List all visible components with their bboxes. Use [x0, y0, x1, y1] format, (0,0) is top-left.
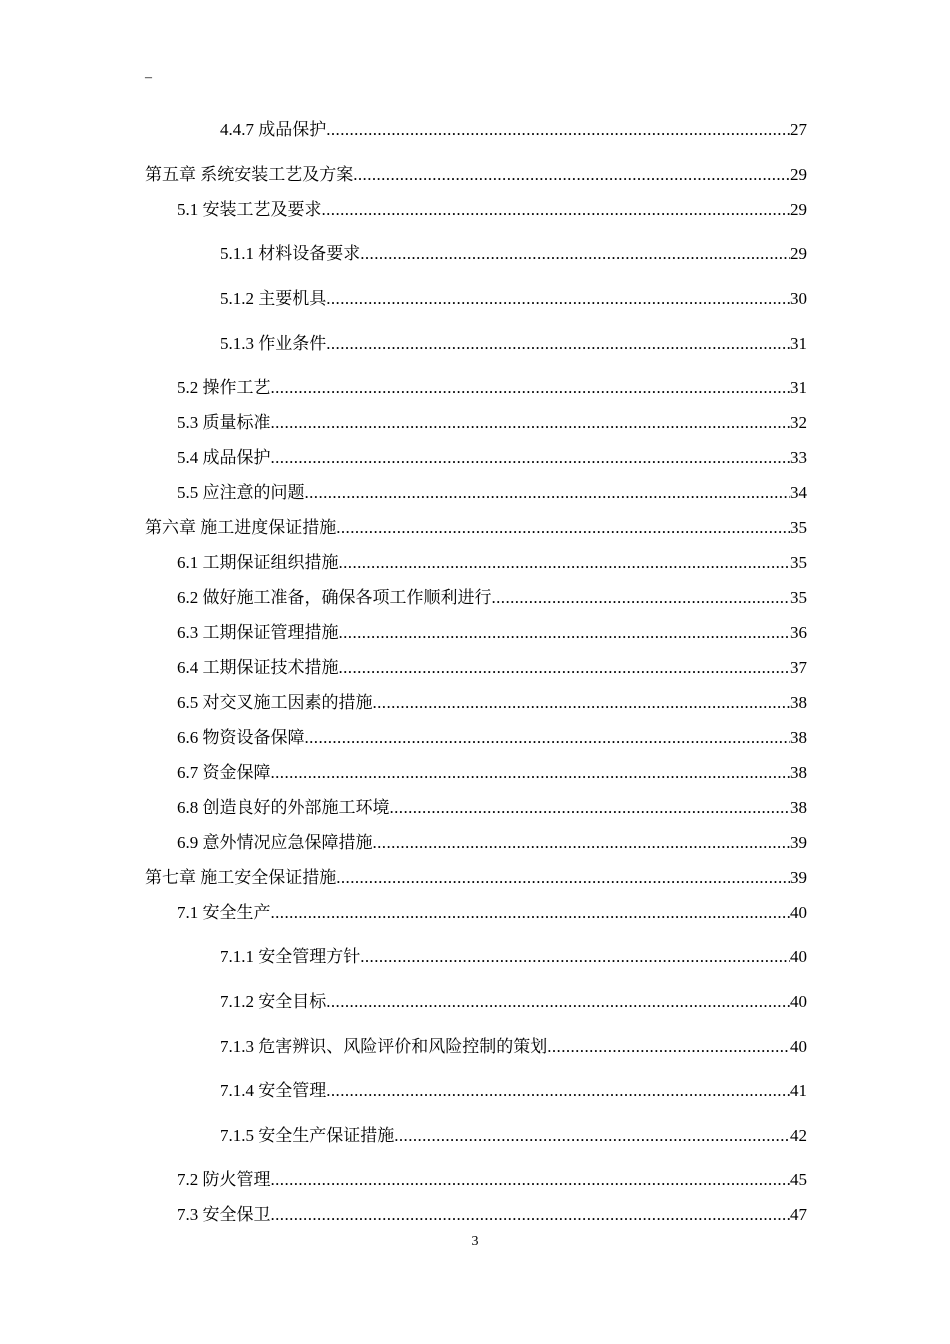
toc-entry-page: 39 — [790, 868, 807, 887]
toc-entry[interactable] — [177, 758, 807, 784]
toc-entry[interactable] — [177, 1165, 807, 1191]
toc-entry[interactable] — [220, 115, 807, 141]
toc-entry-title: 第六章 施工进度保证措施 — [145, 518, 337, 537]
toc-entry-title: 5.5 应注意的问题 — [177, 483, 305, 502]
toc-entry-page: 35 — [790, 518, 807, 537]
toc-entry-title: 5.1.1 材料设备要求 — [220, 244, 361, 263]
toc-entry-page: 35 — [790, 553, 807, 572]
toc-dot-leader — [326, 288, 790, 310]
toc-dot-leader — [271, 412, 791, 434]
toc-dot-leader — [271, 447, 791, 469]
toc-entry-title: 6.6 物资设备保障 — [177, 728, 305, 747]
toc-entry-title: 7.2 防火管理 — [177, 1170, 271, 1189]
toc-dot-leader — [271, 377, 791, 399]
toc-entry[interactable] — [177, 443, 807, 469]
toc-entry[interactable] — [177, 548, 807, 574]
toc-entry[interactable] — [220, 942, 807, 968]
toc-entry[interactable] — [145, 160, 807, 186]
toc-entry[interactable] — [177, 653, 807, 679]
toc-entry[interactable] — [177, 583, 807, 609]
toc-entry-page: 33 — [790, 448, 807, 467]
toc-dot-leader — [305, 727, 791, 749]
toc-dot-leader — [339, 622, 791, 644]
toc-dot-leader — [326, 991, 790, 1013]
toc-dot-leader — [390, 797, 791, 819]
toc-entry-title: 5.2 操作工艺 — [177, 378, 271, 397]
toc-entry-page: 31 — [790, 378, 807, 397]
toc-entry-page: 41 — [790, 1081, 807, 1100]
toc-entry-page: 35 — [790, 588, 807, 607]
toc-entry[interactable] — [177, 373, 807, 399]
toc-entry-title: 6.1 工期保证组织措施 — [177, 553, 339, 572]
toc-entry[interactable] — [177, 618, 807, 644]
toc-entry-page: 37 — [790, 658, 807, 677]
toc-entry[interactable] — [177, 793, 807, 819]
toc-dot-leader — [339, 552, 791, 574]
toc-entry-page: 34 — [790, 483, 807, 502]
toc-dot-leader — [336, 867, 790, 889]
toc-entry-title: 7.1.5 安全生产保证措施 — [220, 1126, 395, 1145]
toc-entry-page: 38 — [790, 798, 807, 817]
toc-entry-page: 40 — [790, 1037, 807, 1056]
toc-entry-page: 30 — [790, 289, 807, 308]
toc-entry[interactable] — [145, 863, 807, 889]
toc-dot-leader — [271, 902, 791, 924]
toc-entry-title: 7.1.1 安全管理方针 — [220, 947, 361, 966]
toc-entry[interactable] — [220, 987, 807, 1013]
toc-dot-leader — [271, 762, 791, 784]
toc-dot-leader — [373, 832, 791, 854]
toc-entry-title: 5.4 成品保护 — [177, 448, 271, 467]
toc-entry-title: 7.1.2 安全目标 — [220, 992, 327, 1011]
toc-entry[interactable] — [177, 1200, 807, 1226]
toc-entry-title: 7.1.3 危害辨识、风险评价和风险控制的策划 — [220, 1037, 548, 1056]
toc-entry[interactable] — [177, 688, 807, 714]
toc-entry-page: 40 — [790, 903, 807, 922]
toc-dot-leader — [326, 1080, 790, 1102]
toc-entry-page: 47 — [790, 1205, 807, 1224]
toc-dot-leader — [326, 333, 790, 355]
toc-entry[interactable] — [177, 478, 807, 504]
toc-entry-title: 6.2 做好施工准备，确保各项工作顺利进行 — [177, 588, 492, 607]
toc-entry-title: 6.8 创造良好的外部施工环境 — [177, 798, 390, 817]
toc-entry-title: 5.1.2 主要机具 — [220, 289, 327, 308]
toc-entry-title: 7.1.4 安全管理 — [220, 1081, 327, 1100]
toc-entry[interactable] — [177, 898, 807, 924]
toc-entry[interactable] — [177, 408, 807, 434]
toc-entry-page: 29 — [790, 165, 807, 184]
toc-entry[interactable] — [177, 723, 807, 749]
toc-entry-title: 4.4.7 成品保护 — [220, 120, 327, 139]
toc-entry-title: 6.9 意外情况应急保障措施 — [177, 833, 373, 852]
toc-entry-page: 32 — [790, 413, 807, 432]
toc-entry-page: 40 — [790, 947, 807, 966]
toc-entry[interactable] — [220, 1121, 807, 1147]
toc-dot-leader — [305, 482, 791, 504]
toc-entry[interactable] — [177, 195, 807, 221]
toc-dot-leader — [271, 1169, 791, 1191]
header-mark: – — [145, 70, 152, 85]
toc-entry-page: 39 — [790, 833, 807, 852]
toc-entry-page: 45 — [790, 1170, 807, 1189]
toc-dot-leader — [326, 119, 790, 141]
toc-entry[interactable] — [220, 329, 807, 355]
toc-entry-title: 6.3 工期保证管理措施 — [177, 623, 339, 642]
toc-dot-leader — [353, 164, 790, 186]
toc-dot-leader — [271, 1204, 791, 1226]
toc-entry-title: 6.5 对交叉施工因素的措施 — [177, 693, 373, 712]
toc-entry-page: 38 — [790, 693, 807, 712]
toc-entry[interactable] — [220, 1076, 807, 1102]
toc-dot-leader — [492, 587, 791, 609]
toc-entry[interactable] — [220, 1032, 807, 1058]
toc-entry-page: 27 — [790, 120, 807, 139]
toc-entry[interactable] — [220, 239, 807, 265]
toc-entry-title: 6.7 资金保障 — [177, 763, 271, 782]
toc-dot-leader — [373, 692, 791, 714]
toc-dot-leader — [547, 1036, 790, 1058]
page-number: 3 — [471, 1234, 479, 1249]
toc-entry-title: 7.1 安全生产 — [177, 903, 271, 922]
toc-entry-title: 5.3 质量标准 — [177, 413, 271, 432]
toc-entry-page: 29 — [790, 200, 807, 219]
toc-entry[interactable] — [177, 828, 807, 854]
toc-entry-title: 第七章 施工安全保证措施 — [145, 868, 337, 887]
toc-dot-leader — [360, 946, 790, 968]
toc-entry-title: 第五章 系统安装工艺及方案 — [145, 165, 354, 184]
toc-entry-page: 36 — [790, 623, 807, 642]
toc-entry-title: 5.1 安装工艺及要求 — [177, 200, 322, 219]
toc-dot-leader — [394, 1125, 790, 1147]
toc-entry-page: 31 — [790, 334, 807, 353]
toc-entry[interactable] — [220, 284, 807, 310]
toc-dot-leader — [360, 243, 790, 265]
toc-entry-page: 38 — [790, 763, 807, 782]
toc-entry-title: 5.1.3 作业条件 — [220, 334, 327, 353]
toc-entry-page: 42 — [790, 1126, 807, 1145]
toc-dot-leader — [322, 199, 791, 221]
toc-entry-page: 29 — [790, 244, 807, 263]
toc-dot-leader — [339, 657, 791, 679]
toc-dot-leader — [336, 517, 790, 539]
toc-entry-page: 40 — [790, 992, 807, 1011]
toc-entry-page: 38 — [790, 728, 807, 747]
toc-entry-title: 7.3 安全保卫 — [177, 1205, 271, 1224]
toc-entry[interactable] — [145, 513, 807, 539]
toc-entry-title: 6.4 工期保证技术措施 — [177, 658, 339, 677]
